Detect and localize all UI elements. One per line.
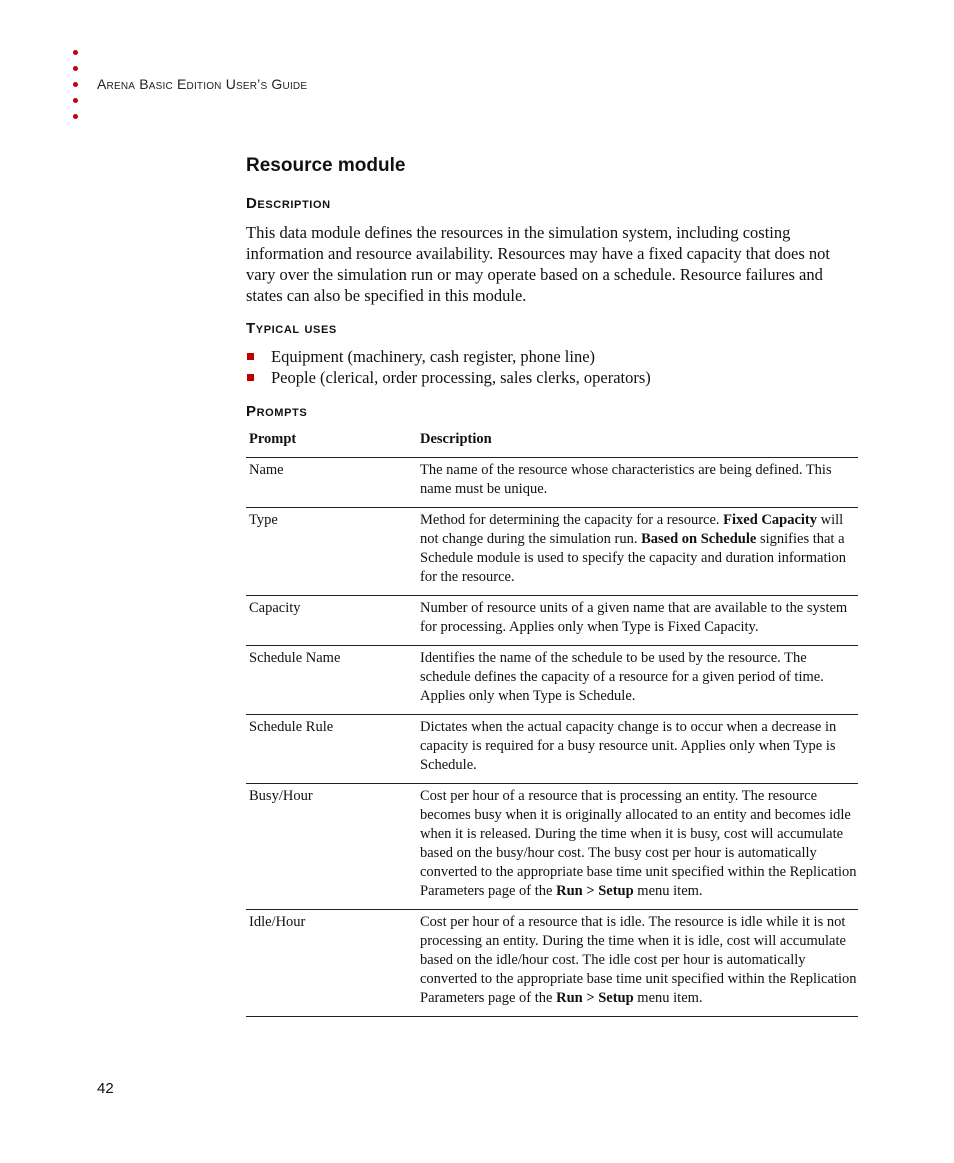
description-cell bbox=[417, 715, 858, 784]
description-text: Dictates when the actual capacity change is to occur when a decrease in capacity is required for a busy resource unit. Applies only when Type is Schedule. bbox=[420, 719, 837, 773]
page-number: 42 bbox=[97, 1080, 114, 1097]
description-text: signifies that a Schedule module is used to specify the capacity and duration information for the resource. bbox=[420, 531, 847, 585]
prompt-cell: Name bbox=[246, 458, 417, 508]
table-row bbox=[246, 458, 858, 508]
bullet-dot-icon bbox=[73, 82, 78, 87]
description-text: The name of the resource whose characteristics are being defined. This name must be unique. bbox=[420, 462, 832, 497]
description-text: will not change during the simulation run. bbox=[420, 512, 844, 547]
description-paragraph: This data module defines the resources in the simulation system, including costing information and resource availability. Resources may have a fixed capacity that does not vary over the simulation run or may operate based on a schedule. Resource failures and states can also be specified in this module. bbox=[246, 223, 831, 305]
bullet-dot-icon bbox=[73, 66, 78, 71]
description-heading: Description bbox=[246, 195, 331, 212]
typical-uses-list bbox=[246, 346, 651, 388]
description-cell bbox=[417, 646, 858, 715]
list-item-text: People (clerical, order processing, sales clerks, operators) bbox=[271, 368, 651, 387]
description-text: Cost per hour of a resource that is idle. The resource is idle while it is not processing an entity. During the time when it is idle, cost will accumulate based on the idle/hour cost. The idle cost per hour is automatically converted to the appropriate base time unit specified within the Replication Parameters page of the bbox=[420, 914, 857, 1006]
square-bullet-icon bbox=[247, 374, 254, 381]
description-cell bbox=[417, 458, 858, 508]
description-text: Method for determining the capacity for a resource. bbox=[420, 512, 724, 528]
typical-uses-heading: Typical uses bbox=[246, 320, 337, 337]
bold-term: Fixed Capacity bbox=[723, 512, 818, 528]
prompt-cell: Schedule Name bbox=[246, 646, 417, 715]
list-item bbox=[246, 367, 651, 388]
table-row bbox=[246, 784, 858, 910]
bold-term: Run > Setup bbox=[556, 883, 634, 899]
column-header-description: Description bbox=[417, 428, 858, 458]
table-header-row bbox=[246, 428, 858, 458]
prompts-heading: Prompts bbox=[246, 403, 308, 420]
bold-term: Run > Setup bbox=[556, 990, 634, 1006]
section-title: Resource module bbox=[246, 155, 406, 176]
prompt-cell: Capacity bbox=[246, 596, 417, 646]
table-row bbox=[246, 508, 858, 596]
running-head: Arena Basic Edition User’s Guide bbox=[97, 76, 308, 92]
description-cell bbox=[417, 910, 858, 1017]
prompt-cell: Type bbox=[246, 508, 417, 596]
description-cell bbox=[417, 784, 858, 910]
square-bullet-icon bbox=[247, 353, 254, 360]
table-row bbox=[246, 715, 858, 784]
description-text: menu item. bbox=[633, 883, 703, 899]
description-cell bbox=[417, 596, 858, 646]
description-text: menu item. bbox=[633, 990, 703, 1006]
description-text: Cost per hour of a resource that is processing an entity. The resource becomes busy when it is originally allocated to an entity and becomes idle when it is released. During the time when it is busy, cost will accumulate based on the busy/hour cost. The busy cost per hour is automatically converted to the appropriate base time unit specified within the Replication Parameters page of the bbox=[420, 788, 857, 899]
prompt-cell: Busy/Hour bbox=[246, 784, 417, 910]
description-text: Number of resource units of a given name that are available to the system for processing. Applies only when Type is Fixed Capacity. bbox=[420, 600, 848, 635]
bullet-dot-icon bbox=[73, 50, 78, 55]
bullet-dot-icon bbox=[73, 114, 78, 119]
list-item-text: Equipment (machinery, cash register, phone line) bbox=[271, 347, 596, 366]
table-row bbox=[246, 596, 858, 646]
description-cell bbox=[417, 508, 858, 596]
column-header-prompt: Prompt bbox=[246, 428, 417, 458]
bold-term: Based on Schedule bbox=[641, 531, 757, 547]
table-row bbox=[246, 910, 858, 1017]
table-row bbox=[246, 646, 858, 715]
bullet-dot-icon bbox=[73, 98, 78, 103]
list-item bbox=[246, 346, 651, 367]
prompts-table bbox=[246, 428, 858, 1017]
prompt-cell: Idle/Hour bbox=[246, 910, 417, 1017]
description-text: Identifies the name of the schedule to be used by the resource. The schedule defines the capacity of a resource for a given period of time. Applies only when Type is Schedule. bbox=[420, 650, 824, 704]
prompt-cell: Schedule Rule bbox=[246, 715, 417, 784]
